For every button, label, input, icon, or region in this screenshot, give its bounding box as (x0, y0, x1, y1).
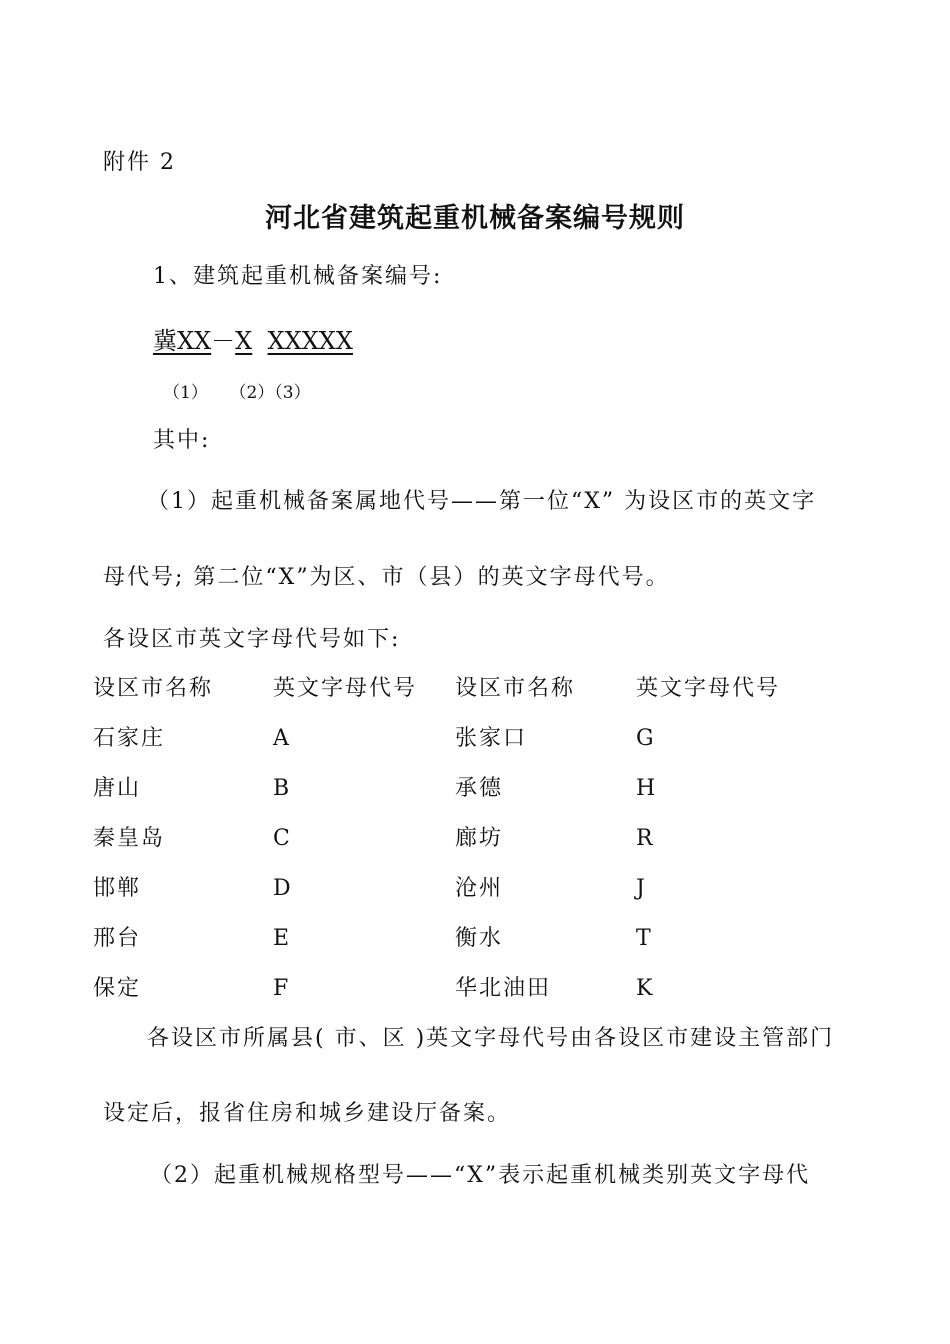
table-row (93, 824, 853, 874)
code-part-3: XXXXX (267, 327, 353, 355)
table-cell: K (636, 976, 655, 1001)
table-cell: 华北油田 (455, 976, 552, 1001)
document-title: 河北省建筑起重机械备案编号规则 (265, 203, 685, 234)
table-cell: D (273, 876, 293, 901)
table-cell: B (273, 776, 292, 801)
table-cell: J (636, 876, 647, 901)
table-header-cell: 设区市名称 (93, 676, 214, 701)
city-code-table (93, 674, 853, 1024)
table-cell: C (273, 826, 292, 851)
table-header-row (93, 674, 853, 724)
table-cell: 沧州 (455, 876, 504, 901)
table-cell: A (273, 726, 291, 751)
table-cell: 邯郸 (93, 876, 142, 901)
qi-zhong-label: 其中: (153, 428, 211, 453)
table-row (93, 974, 853, 1024)
table-cell: 承德 (455, 776, 504, 801)
table-cell: 石家庄 (93, 726, 166, 751)
code-prefix: 冀 (153, 327, 177, 355)
para-1-line-2: 母代号; 第二位“X”为区、市（县）的英文字母代号。 (103, 565, 670, 590)
table-cell: R (636, 826, 655, 851)
table-header-cell: 英文字母代号 (636, 676, 781, 701)
para-1-line-1: （1）起重机械备案属地代号——第一位“X” 为设区市的英文字 (147, 489, 817, 514)
table-row (93, 724, 853, 774)
table-cell: H (636, 776, 658, 801)
table-cell: 保定 (93, 976, 142, 1001)
code-part-labels (163, 378, 311, 408)
para-2-line-1: 各设区市所属县( 市、区 )英文字母代号由各设区市建设主管部门 (147, 1026, 835, 1051)
attachment-label: 附件 2 (103, 150, 176, 175)
section-1-heading: 1、建筑起重机械备案编号: (153, 264, 443, 289)
code-part-label-3: （3） (274, 383, 311, 403)
table-cell: G (636, 726, 656, 751)
code-part-2: X (235, 327, 253, 355)
code-part-label-1: （1） (163, 383, 208, 403)
table-header-cell: 设区市名称 (455, 676, 576, 701)
table-cell: 廊坊 (455, 826, 504, 851)
para-3-line-1: （2）起重机械规格型号——“X”表示起重机械类别英文字母代 (150, 1163, 811, 1188)
table-cell: E (273, 926, 292, 951)
table-cell: 衡水 (455, 926, 504, 951)
table-cell: F (273, 976, 291, 1001)
code-format (153, 326, 353, 356)
table-cell: 张家口 (455, 726, 528, 751)
table-intro: 各设区市英文字母代号如下: (103, 627, 401, 652)
table-cell: 唐山 (93, 776, 142, 801)
table-row (93, 774, 853, 824)
para-2-line-2: 设定后，报省住房和城乡建设厅备案。 (103, 1101, 512, 1126)
table-row (93, 924, 853, 974)
code-part-label-2: （2） (229, 383, 275, 403)
table-header-cell: 英文字母代号 (273, 676, 418, 701)
code-dash: － (211, 327, 236, 355)
code-part-1: XX (177, 327, 212, 355)
table-cell: 邢台 (93, 926, 142, 951)
table-cell: T (636, 926, 653, 951)
table-cell: 秦皇岛 (93, 826, 166, 851)
table-row (93, 874, 853, 924)
